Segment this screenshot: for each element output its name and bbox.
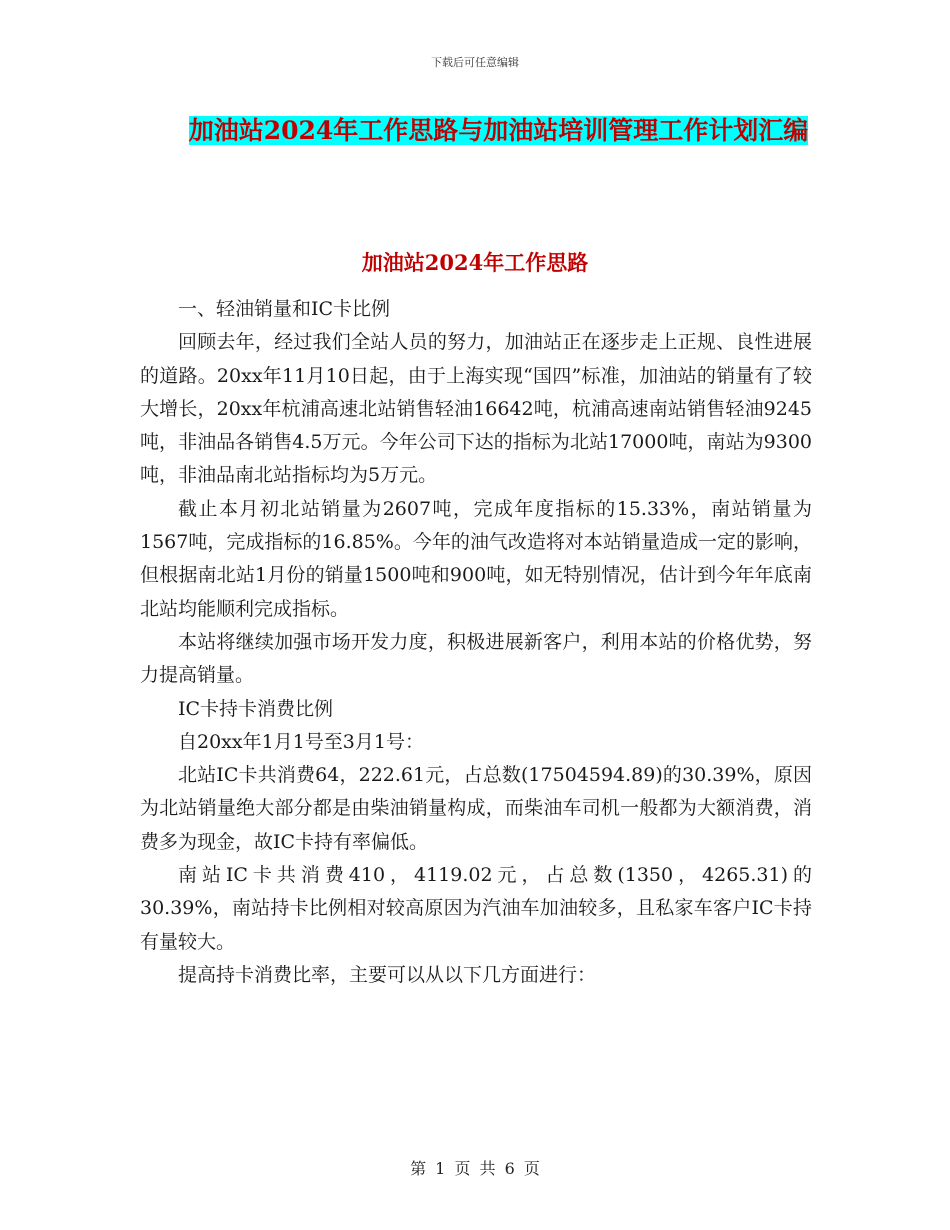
paragraph: 提高持卡消费比率，主要可以从以下几方面进行：	[178, 963, 597, 986]
paragraph: 自20xx年1月1号至3月1号：	[178, 730, 424, 753]
document-title	[186, 108, 811, 154]
paragraph: 截止本月初北站销量为2607吨，完成年度指标的15.33%，南站销量为1567吨，完成指标的16.85%。今年的油气改造将对本站销量造成一定的影响，但根据南北站1月份的销量1500吨和900吨，如无特别情况，估计到今年年底南北站均能顺利完成指标。	[140, 497, 812, 620]
paragraph: 回顾去年，经过我们全站人员的努力，加油站正在逐步走上正规、良性进展的道路。20xx年11月10日起，由于上海实现“国四”标准，加油站的销量有了较大增长，20xx年杭浦高速北站销售轻油16642吨，杭浦高速南站销售轻油9245吨，非油品各销售4.5万元。今年公司下达的指标为北站17000吨，南站为9300吨，非油品南北站指标均为5万元。	[140, 331, 812, 487]
paragraph: 本站将继续加强市场开发力度，积极进展新客户，利用本站的价格优势，努力提高销量。	[140, 630, 812, 687]
section-title: 加油站2024年工作思路	[361, 250, 589, 275]
page-footer: 第 1 页 共 6 页	[410, 1159, 540, 1178]
paragraph: IC卡持卡消费比例	[178, 697, 334, 720]
paragraph-heading-1: 一、轻油销量和IC卡比例	[178, 298, 391, 320]
document-title-text: 加油站2024年工作思路与加油站培训管理工作计划汇编	[188, 116, 809, 145]
paragraph: 北站IC卡共消费64，222.61元，占总数(17504594.89)的30.39%，原因为北站销量绝大部分都是由柴油销量构成，而柴油车司机一般都为大额消费，消费多为现金，故IC卡持有率偏低。	[140, 764, 812, 853]
header-note: 下载后可任意编辑	[431, 56, 519, 69]
body-text	[140, 293, 812, 992]
paragraph: 南站IC卡共消费410，4119.02元，占总数(1350，4265.31)的30.39%，南站持卡比例相对较高原因为汽油车加油较多，且私家车客户IC卡持有量较大。	[140, 864, 812, 953]
